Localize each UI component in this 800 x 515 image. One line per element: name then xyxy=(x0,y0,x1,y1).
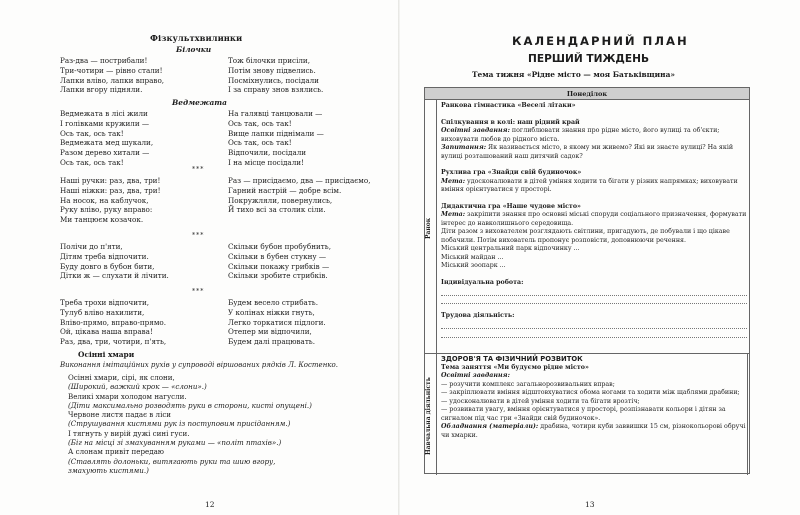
poem-line: (Біг на місці зі змахуванням руками — «політ птахів».) xyxy=(68,438,282,448)
osinni-title: Осінні хмари xyxy=(78,350,135,359)
poem-line: Ой, цікава наша вправа! xyxy=(60,327,153,337)
poem-line: Ось так, ось так! xyxy=(60,157,124,167)
poem-line: Гарний настрій — добре всім. xyxy=(228,185,342,195)
poem-line: Скільки покажу грибків — xyxy=(228,261,330,271)
poem-line: Легко торкатися підлоги. xyxy=(228,317,326,327)
game1-goal: Мета: удосконалювати в дітей уміння ходити та бігати у різних напрямках; виховувати вміння орієнтуватися у просторі. xyxy=(441,177,738,193)
lesson-label: Навчальна діяльність xyxy=(425,377,432,455)
goal-line: — закріплювати вміння відштовхуватися обома ногами та ходити між щаблями драбини; xyxy=(441,389,740,396)
individual-work: Індивідуальна робота: xyxy=(441,278,524,286)
goal-line: — удосконалювати в дітей уміння ходити та бігати врозтіч; xyxy=(441,397,640,405)
poem-line: Руку вліво, руку вправо: xyxy=(60,205,153,215)
poem-line: А слонам привіт передаю xyxy=(68,447,164,457)
poem-line: Разом дерево хитали — xyxy=(60,148,150,158)
poem-line: Раз-два — пострибали! xyxy=(60,56,148,65)
poem-line: Будем далі працювать. xyxy=(228,337,315,347)
labor-activity: Трудова діяльність: xyxy=(441,312,515,319)
poem-line: Ведмежата мед шукали, xyxy=(60,138,154,148)
poem-line: Раз — присідаємо, два — присідаємо, xyxy=(228,176,371,185)
goal-line: — розвивати увагу, вміння орієнтуватися у просторі, розпізнавати кольори і дітян за сигналом під час гри «Знайди свій будиночок». xyxy=(441,406,726,422)
poem1-left xyxy=(60,56,164,95)
circle-questions: Запитання: Як називається місто, в якому ми живемо? Які ви знаєте вулиці? На якій вулиці розташований наш дитячий садок? xyxy=(441,144,734,160)
poem-line: (Струшування кистями рук із поступовим присіданням.) xyxy=(68,419,291,429)
poem-line: Дітям треба відпочити. xyxy=(60,251,149,261)
poem4-right xyxy=(228,242,331,281)
circle-goals: Освітні завдання: поглиблювати знання про рідне місто, його вулиці та об'єкти; виховувати любов до рідного міста. xyxy=(441,127,720,143)
section-title: ЗДОРОВ'Я ТА ФІЗИЧНИЙ РОЗВИТОК xyxy=(441,355,583,363)
poem3-right xyxy=(228,176,371,215)
poem-line: Полічи до п'яти, xyxy=(60,242,123,251)
poem-line: Ми танцюєм козачок. xyxy=(60,215,144,225)
week-theme: Тема тижня «Рідне місто — моя Батьківщина» xyxy=(472,70,675,79)
poem-line: Великі хмари холодом нагусли. xyxy=(68,391,187,401)
poem-line: Наші ручки: раз, два, три! xyxy=(60,176,161,185)
page-number-right: 13 xyxy=(585,500,595,509)
poem-line: Ось так, ось так! xyxy=(228,138,292,148)
poem-line: Лапки вгору підняли. xyxy=(60,85,143,95)
sentence-line: Міський центральний парк відпочинку ... xyxy=(441,245,580,252)
poem-line: змахують кистями.) xyxy=(68,465,149,475)
separator-stars: *** xyxy=(192,288,205,295)
blank-line xyxy=(441,296,747,305)
poem-line: (Ставлять долоньки, витягають руки та шию вгору, xyxy=(68,456,276,466)
poem-line: Вліво-прямо, вправо-прямо. xyxy=(60,317,167,327)
game2-goal: Мета: закріпити знання про основні міські споруди соціального призначення, формувати інтерес до навколишнього середовища. xyxy=(441,211,747,227)
goals-label: Освітні завдання: xyxy=(441,372,510,379)
poem5-left xyxy=(60,298,166,347)
poem-line: (Діти максимально розводять руки в сторони, кисті опущені.) xyxy=(68,400,312,410)
poem1-right xyxy=(228,56,323,95)
poem-line: Осінні хмари, сірі, як слони, xyxy=(68,373,175,382)
poem-line: І голівками кружили — xyxy=(60,118,150,128)
poem-line: Червоне листя падає в ліси xyxy=(68,410,172,420)
poem-line: Раз, два, три, чотири, п'ять, xyxy=(60,337,167,347)
poem-line: У колінах ніжки гнуть, xyxy=(228,307,315,317)
poem-line: (Широкий, важкий крок — «слони».) xyxy=(68,382,207,392)
poem4-left xyxy=(60,242,169,281)
day-header: Понеділок xyxy=(425,88,749,100)
blank-line xyxy=(441,329,747,338)
page-number-left: 12 xyxy=(205,500,215,509)
game2-title: Дидактична гра «Наше чудове місто» xyxy=(441,202,581,210)
sentence-line: Міський зоопарк ... xyxy=(441,262,506,269)
poem-line: Скільки зробите стрибків. xyxy=(228,271,328,281)
poem-line: Треба трохи відпочити, xyxy=(60,298,150,307)
poem-line: Буду довго в бубон бити, xyxy=(60,261,155,271)
poem-line: На галявці танцювали — xyxy=(228,109,323,118)
separator-stars: *** xyxy=(192,232,205,239)
vedmezhata-title: Ведмежата xyxy=(172,98,227,107)
lesson-topic: Тема заняття «Ми будуємо рідне місто» xyxy=(441,363,589,371)
poem-line: І за справу знов взялись. xyxy=(228,85,324,95)
blank-line xyxy=(441,321,747,330)
poem-line: Посміхнулись, посідали xyxy=(228,75,319,85)
poem-line: Скільки в бубен стукну — xyxy=(228,251,327,261)
poem-line: Ось так, ось так! xyxy=(60,128,124,138)
poem-line: Тулуб вліво нахилити, xyxy=(60,307,145,317)
game2-text: Діти разом з вихователем розглядають світлини, пригадують, де побували і що цікаве побачили. Потім вихователь пропонує розповісти, доповнюючи речення. xyxy=(441,228,730,244)
poem-line: І тягнуть у вирій дужі сині гуси. xyxy=(68,428,190,438)
poem3-left xyxy=(60,176,160,225)
sentence-line: Міський майдан ... xyxy=(441,253,504,261)
goal-line: — розучити комплекс загальнорозвивальних вправ; xyxy=(441,380,615,388)
poem-line: І на місце посідали! xyxy=(228,157,304,167)
poem-line: Дітки ж — слухати й лічити. xyxy=(60,271,169,281)
left-page-title: Фізкультхвилинки xyxy=(150,33,243,43)
gym-title: Ранкова гімнастика «Веселі літаки» xyxy=(441,102,576,109)
section-divider xyxy=(425,353,749,354)
morning-label: Ранок xyxy=(425,217,432,239)
poem-line: На носок, на каблучок, xyxy=(60,195,149,205)
poem-line: Отепер ми відпочили, xyxy=(228,327,312,337)
poem-line: Й тихо всі за столик сіли. xyxy=(228,205,326,215)
circle-title: Спілкування в колі: наш рідний край xyxy=(441,118,580,126)
lesson-column xyxy=(425,353,437,475)
poem2-right xyxy=(228,109,324,168)
poem2-left xyxy=(60,109,153,168)
poem-line: Ось так, ось так! xyxy=(228,118,292,128)
poem-line: Скільки бубон пробубнить, xyxy=(228,242,331,251)
morning-content xyxy=(441,102,747,338)
poem-line: Відпочили, посідали xyxy=(228,148,307,158)
poem-line: Ведмежата в лісі жили xyxy=(60,109,148,118)
poem-line: Покружляли, повернулись, xyxy=(228,195,333,205)
right-page xyxy=(400,0,800,515)
osinni-intro: Виконання імітаційних рухів у супроводі віршованих рядків Л. Костенко. xyxy=(60,361,338,369)
osinni-poem xyxy=(68,373,312,475)
poem5-right xyxy=(228,298,326,347)
plan-table xyxy=(424,87,750,474)
poem-line: Три-чотири — рівно стали! xyxy=(60,65,163,75)
lesson-right-border xyxy=(747,353,751,475)
poem-line: Лапки вліво, лапки вправо, xyxy=(60,75,165,85)
belochky-title: Білочки xyxy=(176,45,212,54)
game1-title: Рухлива гра «Знайди свій будиночок» xyxy=(441,169,582,176)
poem-line: Потім знову підвелись. xyxy=(228,65,316,75)
blank-line xyxy=(441,287,747,296)
morning-column xyxy=(425,100,437,353)
equipment: Обладнання (матеріали): драбина, чотири куби заввишки 15 см, різнокольорові обручі чи хмарки. xyxy=(441,423,746,439)
poem-line: Вище лапки піднімали — xyxy=(228,128,324,138)
separator-stars: *** xyxy=(192,166,205,173)
week-subtitle: ПЕРШИЙ ТИЖДЕНЬ xyxy=(528,53,650,65)
plan-title: КАЛЕНДАРНИЙ ПЛАН xyxy=(512,34,689,48)
poem-line: Наші ніжки: раз, два, три! xyxy=(60,185,161,195)
lesson-content xyxy=(441,355,747,440)
poem-line: Будем весело стрибать. xyxy=(228,298,319,307)
poem-line: Тож білочки присіли, xyxy=(228,56,311,65)
